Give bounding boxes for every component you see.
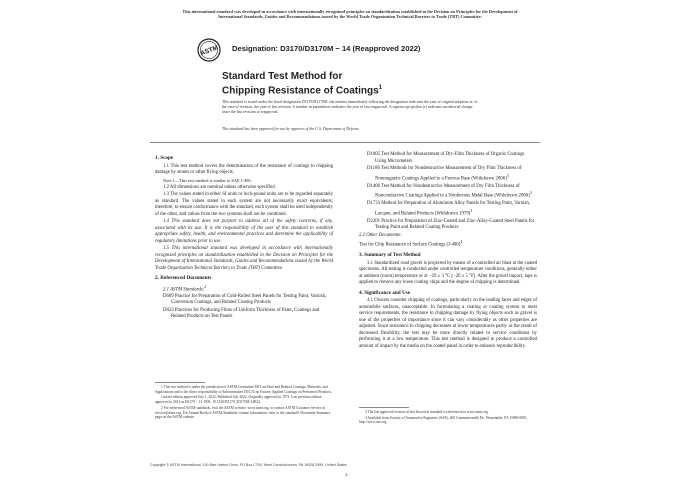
reference-item xyxy=(367,184,537,201)
reference-item xyxy=(367,152,537,165)
paragraph-1-5: 1.5 This international standard was developed in accordance with internationally recognized principles on standardization established in the Decision on Principles for the Development of International Standards, Guides and Recommendations issued by the World Trade Organization Technical Barriers to Trade (TBT) Committee. xyxy=(155,246,333,271)
page-number: 1 xyxy=(345,472,348,477)
dod-approval-note: This standard has been approved for use by agencies of the U.S. Department of Defense. xyxy=(222,127,360,131)
footnote-3: 3 The last approved version of this historical standard is referenced on www.astm.org. xyxy=(365,410,489,414)
title-footnote-ref: 1 xyxy=(378,84,383,91)
astm-logo-icon xyxy=(197,37,221,63)
other-document-text: Test for Chip Resistance of Surface Coatings (J-400) xyxy=(359,242,461,248)
section-4-heading: 4. Significance and Use xyxy=(359,289,411,296)
footnotes-left xyxy=(155,385,333,420)
footnote-ref: 3 xyxy=(529,190,532,196)
reference-item xyxy=(367,201,537,218)
section-1-heading: 1. Scope xyxy=(155,155,174,161)
footnote-ref: 3 xyxy=(470,207,473,213)
copyright-footer: Copyright © ASTM International, 100 Barr Harbor Drive, PO Box C700, West Conshohocken, PA 19428-2959. United States xyxy=(150,463,347,467)
reference-item xyxy=(367,166,537,183)
paragraph-1-4: 1.4 This standard does not purport to address all of the safety concerns, if any, associated with its use. It is the responsibility of the user of this standard to establish appropriate safety, health, and environmental practices and determine the applicability of regulatory limitations prior to use. xyxy=(155,219,333,244)
paragraph-3-1: 3.1 Standardized road gravel is projected by means of a controlled air blast at the coated specimens. All testing is conducted under controlled temperature conditions, generally either at ambient (room) temperature or at −29 ± 3 °C [−20 ± 5 °F]. After the gravel impact, tape is applied to remove any loose coating chips and the degree of chipping is determined. xyxy=(359,260,537,286)
reference-item: D609 Practice for Preparation of Cold-Rolled Steel Panels for Testing Paint, Varnish, Conversion Coatings, and Related Coating Products xyxy=(163,293,327,306)
issuance-note: This standard is issued under the fixed designation D3170/D3170M; the number immediately following the designation indicates the year of original adoption or, in the case of revision, the year of last revision. A number in parentheses indicates the year of last reapproval. A superscript epsilon (ε) indicates an editorial change since the last revision or reapproval. xyxy=(222,100,478,115)
reference-text: D1733 Method for Preparation of Aluminum Alloy Panels for Testing Paint, Varnish, Lacquer, and Related Products (Withdrawn 1979) xyxy=(367,201,530,217)
designation: Designation: D3170/D3170M − 14 (Reapproved 2022) xyxy=(232,44,421,53)
reference-item: D823 Practices for Producing Films of Uniform Thickness of Paint, Coatings and Related Products on Test Panels xyxy=(163,307,320,320)
section-2-heading: 2. Referenced Documents xyxy=(155,275,212,281)
reference-text: D1005 Test Method for Measurement of Dry-Film Thickness of Organic Coatings Using Micrometers xyxy=(367,152,525,164)
astm-standards-label: 2.1 ASTM Standards: xyxy=(163,287,205,293)
section-3-heading: 3. Summary of Test Method xyxy=(359,252,421,259)
footnote-1: 1 This test method is under the jurisdiction of ASTM Committee D01 on Paint and Related Coatings, Materials, and Applications and is the direct responsibility of Subcommittee D01.55 on Factory Applied Coatings on Preformed Products. xyxy=(155,385,332,394)
footnote-2: 2 For referenced ASTM standards, visit the ASTM website, www.astm.org, or contact ASTM Customer Service at service@astm.org. For Annual Book of ASTM Standards volume information, refer to the standard's Document Summary page on the ASTM website. xyxy=(155,405,331,420)
paragraph-2-2: 2.2 Other Documents: xyxy=(359,232,402,238)
left-column xyxy=(155,152,333,322)
wto-notice: This international standard was developed in accordance with internationally recognized principles on standardization established in the Decision on Principles for the Development of International Standards, Guides and Recommendations issued by the World Trade Organization Technical Barriers to Trade (TBT) Committee. xyxy=(182,9,518,20)
footnote-ref: 3 xyxy=(506,172,509,178)
paragraph-1-2: 1.2 All dimensions are nominal unless otherwise specified. xyxy=(163,184,276,190)
paragraph-1-1: 1.1 This test method covers the determination of the resistance of coatings to chipping damage by stones or other flying objects. xyxy=(155,163,333,175)
reference-text: D2201 Practice for Preparation of Zinc-Coated and Zinc-Alloy-Coated Steel Panels for Testing Paint and Related Coating Products xyxy=(367,218,535,231)
document-title xyxy=(222,71,492,96)
logo-text: ASTM xyxy=(199,44,220,58)
footnote-4: 4 Available from Society of Automotive Engineers (SAE), 400 Commonwealth Dr., Warrendale, PA 15096-0001, http://www.sae.org. xyxy=(359,415,528,425)
paragraph-4-1: 4.1 Owners consider chipping of coatings, particularly on the leading faces and edges of automobile surfaces, unacceptable. In formulating a coating or coating system to meet service requirements, the resistance to chipping damage by flying objects such as gravel is one of the properties of importance since it can vary considerably as other properties are adjusted. Since resistance to chipping decreases at lower temperatures partly as the result of decreased flexibility, the test may be more directly related to service conditions by performing it at a low temperature. This test method is designed to produce a controlled amount of impact by the media on the coated panel in order to enhance reproducibility. xyxy=(359,298,537,349)
other-document xyxy=(359,239,537,249)
footnotes-right xyxy=(359,410,537,425)
note-1: Note 1—This test method is similar to SAE J-400. xyxy=(163,177,252,183)
header-divider xyxy=(150,142,540,143)
title-line-2 xyxy=(222,83,492,97)
right-column xyxy=(359,152,537,351)
title-line-1: Standard Test Method for xyxy=(222,71,343,82)
reference-item xyxy=(367,219,537,232)
footnote-1-edition: Current edition approved July 1, 2022. Published July 2022. Originally approved in 1973. Last previous edition approved in 2014 as D3170 − 14. DOI: 10.1520/D3170_D3170M-14R22. xyxy=(155,395,322,405)
footnote-divider-right xyxy=(359,407,409,408)
paragraph-1-3: 1.3 The values stated in either SI units or inch-pound units are to be regarded separately as standard. The values stated in each system are not necessarily exact equivalents; therefore, to ensure conformance with the standard, each system shall be used independently of the other, and values from the two systems shall not be combined. xyxy=(155,192,333,217)
reference-text: D1400 Test Method for Nondestructive Measurement of Dry Film Thickness of Nonconductive Coatings Applied to a Nonferrous Metal Base (Withdrawn 2006) xyxy=(367,183,530,199)
footnote-divider-left xyxy=(155,382,205,383)
footnote-ref-2: 2 xyxy=(204,283,207,289)
paragraph-2-1 xyxy=(163,284,333,294)
reference-text: D1186 Test Methods for Nondestructive Measurement of Dry Film Thickness of Nonmagnetic Coatings Applied to a Ferrous Base (Withdrawn 2006) xyxy=(367,166,522,182)
footnote-ref-4: 4 xyxy=(460,239,463,245)
title-main: Chipping Resistance of Coatings xyxy=(222,84,379,96)
